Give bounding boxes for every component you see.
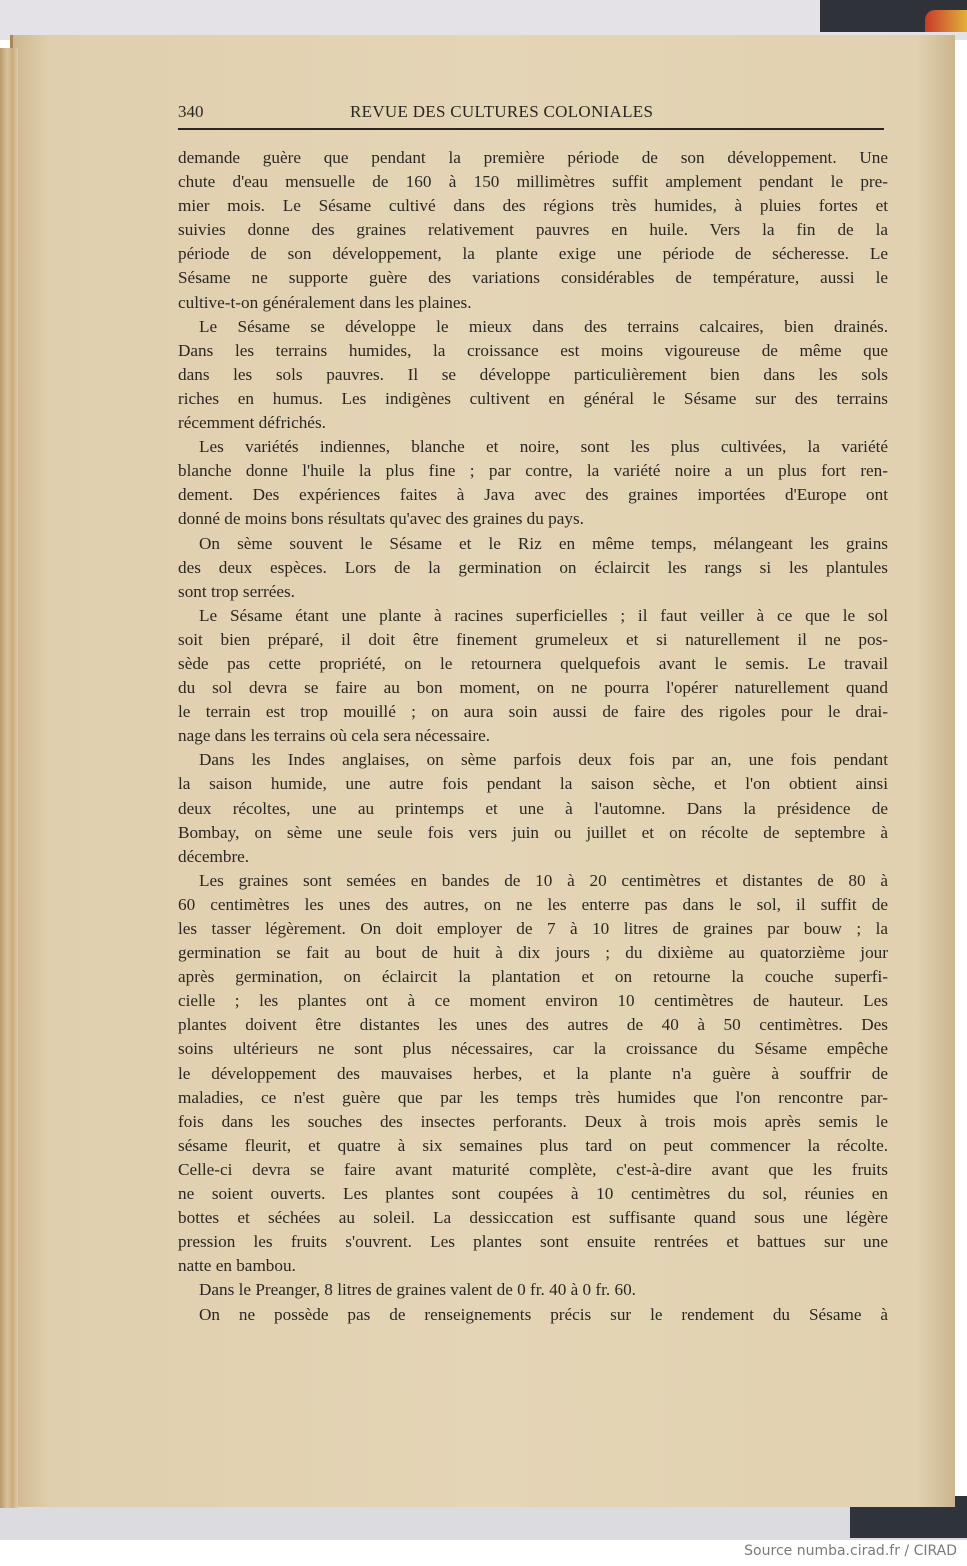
text-line: deux récoltes, une au printemps et une à l'automne. Dans la présidence de (178, 798, 888, 818)
text-line: le terrain est trop mouillé ; on aura soin aussi de faire des rigoles pour le drai- (178, 702, 888, 722)
text-line: On sème souvent le Sésame et le Riz en même temps, mélangeant les grains (199, 533, 888, 553)
text-line: du sol devra se faire au bon moment, on ne pourra l'opérer naturellement quand (178, 678, 888, 698)
text-line: dement. Des expériences faites à Java avec des graines importées d'Europe ont (178, 485, 888, 505)
text-line: fois dans les souches des insectes perforants. Deux à trois mois après semis le (178, 1111, 888, 1131)
header-rule (178, 128, 884, 130)
page-stack-edge (0, 48, 18, 1508)
text-line: mier mois. Le Sésame cultivé dans des régions très humides, à pluies fortes et (178, 196, 888, 216)
text-line: bottes et séchées au soleil. La dessiccation est suffisante quand sous une légère (178, 1208, 888, 1228)
paragraph (178, 532, 888, 604)
text-line: cielle ; les plantes ont à ce moment environ 10 centimètres de hauteur. Les (178, 991, 888, 1011)
text-line: Les graines sont semées en bandes de 10 à 20 centimètres et distantes de 80 à (199, 870, 888, 890)
text-line: Dans les Indes anglaises, on sème parfois deux fois par an, une fois pendant (199, 750, 888, 770)
text-line: sont trop serrées. (178, 581, 295, 601)
text-line: plantes doivent être distantes les unes des autres de 40 à 50 centimètres. Des (178, 1015, 888, 1035)
text-line: Les variétés indiennes, blanche et noire, sont les plus cultivées, la variété (199, 437, 888, 457)
text-line: la saison humide, une autre fois pendant la saison sèche, et l'on obtient ainsi (178, 774, 888, 794)
text-line: Le Sésame se développe le mieux dans des terrains calcaires, bien drainés. (199, 316, 888, 336)
text-line: décembre. (178, 846, 250, 866)
paragraph (178, 1303, 888, 1327)
text-line: après germination, on éclaircit la plantation et on retourne la couche superfi- (178, 967, 888, 987)
running-header (178, 102, 884, 122)
text-line: soit bien préparé, il doit être finement grumeleux et si naturellement il ne pos- (178, 629, 888, 649)
text-line: Sésame ne supporte guère des variations considérables de température, aussi le (178, 268, 888, 288)
text-line: germination se fait au bout de huit à dix jours ; du dixième au quatorzième jour (178, 943, 888, 963)
text-line: soins ultérieurs ne sont plus nécessaires, car la croissance du Sésame empêche (178, 1039, 888, 1059)
text-line: Dans le Preanger, 8 litres de graines valent de 0 fr. 40 à 0 fr. 60. (199, 1280, 636, 1300)
text-line: natte en bambou. (178, 1256, 296, 1276)
paragraph (178, 315, 888, 435)
text-line: période de son développement, la plante exige une période de sécheresse. Le (178, 244, 888, 264)
text-line: pression les fruits s'ouvrent. Les plantes sont ensuite rentrées et battues sur une (178, 1232, 888, 1252)
text-line: récemment défrichés. (178, 413, 326, 433)
paragraph (178, 604, 888, 749)
text-line: On ne possède pas de renseignements précis sur le rendement du Sésame à (199, 1304, 888, 1324)
text-line: Bombay, on sème une seule fois vers juin ou juillet et on récolte de septembre à (178, 822, 888, 842)
text-line: suivies donne des graines relativement pauvres en huile. Vers la fin de la (178, 220, 888, 240)
text-line: chute d'eau mensuelle de 160 à 150 millimètres suffit amplement pendant le pre- (178, 172, 888, 192)
paragraph (178, 435, 888, 531)
text-line: maladies, ce n'est guère que par les temps très humides que l'on rencontre par- (178, 1087, 888, 1107)
text-line: dans les sols pauvres. Il se développe particulièrement bien dans les sols (178, 364, 888, 384)
text-line: sésame fleurit, et quatre à six semaines plus tard on peut commencer la récolte. (178, 1135, 888, 1155)
running-title: REVUE DES CULTURES COLONIALES (350, 102, 654, 121)
text-line: riches en humus. Les indigènes cultivent en général le Sésame sur des terrains (178, 388, 888, 408)
text-line: cultive-t-on généralement dans les plaines. (178, 292, 472, 312)
text-line: le développement des mauvaises herbes, et la plante n'a guère à souffrir de (178, 1063, 888, 1083)
text-line: 60 centimètres les unes des autres, on ne les enterre pas dans le sol, il suffit de (178, 894, 888, 914)
text-line: Le Sésame étant une plante à racines superficielles ; il faut veiller à ce que le sol (199, 605, 888, 625)
text-line: Dans les terrains humides, la croissance est moins vigoureuse de même que (178, 340, 888, 360)
paragraph (178, 748, 888, 868)
text-line: demande guère que pendant la première période de son développement. Une (178, 148, 888, 167)
text-line: donné de moins bons résultats qu'avec des graines du pays. (178, 509, 584, 529)
text-line: nage dans les terrains où cela sera nécessaire. (178, 726, 491, 746)
ribbon-bookmark (925, 10, 967, 32)
paragraph (178, 869, 888, 1279)
text-line: les tasser légèrement. On doit employer de 7 à 10 litres de graines par bouw ; la (178, 919, 888, 938)
text-line: des deux espèces. Lors de la germination on éclaircit les rangs si les plantules (178, 557, 888, 577)
paragraph (178, 146, 888, 315)
paragraph (178, 1278, 888, 1302)
text-line: ne soient ouverts. Les plantes sont coupées à 10 centimètres du sol, réunies en (178, 1184, 888, 1204)
source-credit: Source numba.cirad.fr / CIRAD (744, 1543, 957, 1559)
article-body (178, 146, 888, 1327)
text-line: sède pas cette propriété, on le retournera quelquefois avant le semis. Le travail (178, 653, 888, 673)
page-number: 340 (178, 102, 204, 121)
text-line: Celle-ci devra se faire avant maturité complète, c'est-à-dire avant que les fruits (178, 1159, 888, 1179)
text-line: blanche donne l'huile la plus fine ; par contre, la variété noire a un plus fort ren- (178, 461, 888, 481)
